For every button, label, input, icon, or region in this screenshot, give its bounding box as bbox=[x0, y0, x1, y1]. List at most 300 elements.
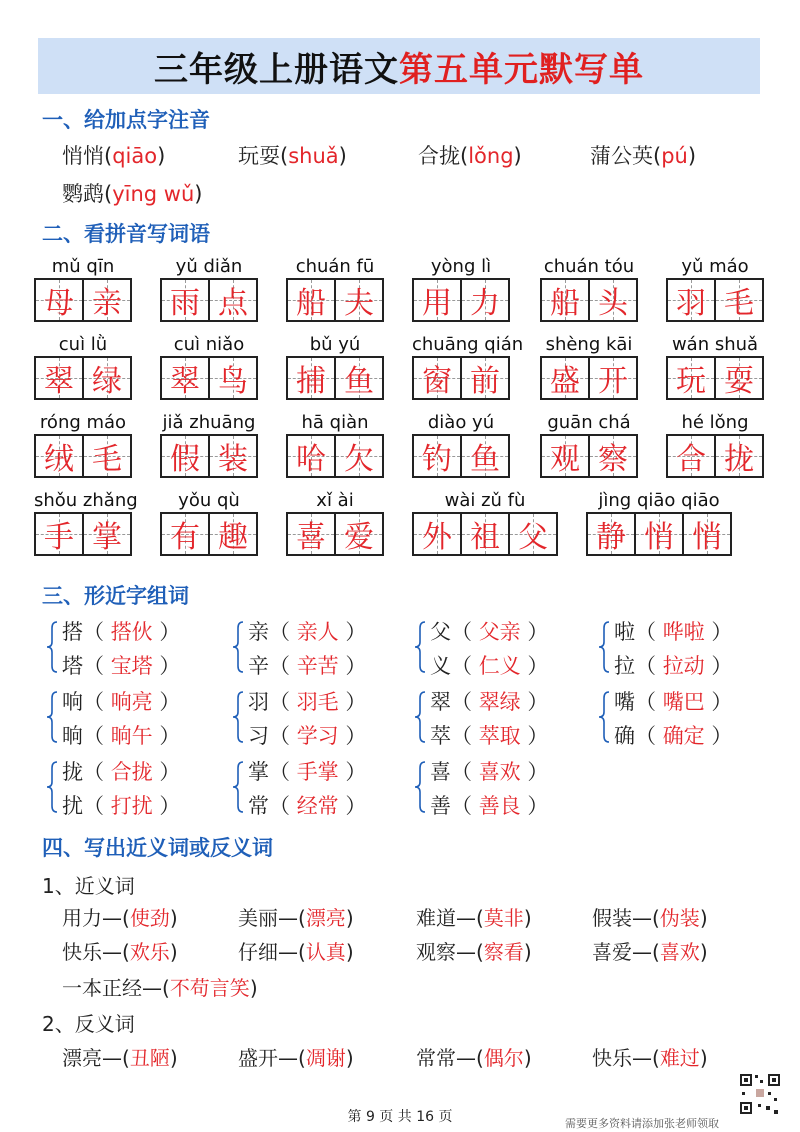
paren-close: ) bbox=[338, 144, 347, 168]
pair-line bbox=[248, 650, 366, 680]
char-cell bbox=[588, 278, 638, 322]
char-answer: 耍 bbox=[724, 364, 754, 399]
word-pinyin: xǐ ài bbox=[316, 490, 354, 511]
paren-open: ( bbox=[653, 144, 662, 168]
char-answer: 合 bbox=[676, 442, 706, 477]
char-cell bbox=[82, 512, 132, 556]
pair-line bbox=[62, 756, 180, 786]
compound-word: 辛苦 bbox=[296, 654, 339, 678]
word: 喜爱 bbox=[592, 940, 632, 964]
char-answer: 拢 bbox=[724, 442, 754, 477]
pinyin-item bbox=[590, 140, 696, 170]
char-cell bbox=[540, 434, 590, 478]
char-answer: 母 bbox=[44, 286, 74, 321]
char-cell bbox=[588, 356, 638, 400]
char-answer: 翠 bbox=[44, 364, 74, 399]
paren-open: （ bbox=[269, 724, 297, 748]
word-pair bbox=[592, 936, 708, 965]
base-char: 习 bbox=[248, 724, 269, 748]
base-char: 萃 bbox=[430, 724, 451, 748]
char-cell bbox=[34, 512, 84, 556]
char-cell bbox=[460, 356, 510, 400]
word-pinyin: jiǎ zhuāng bbox=[162, 412, 256, 433]
char-answer: 钓 bbox=[422, 442, 452, 477]
word-pinyin: chuán fū bbox=[295, 256, 375, 277]
char-answer: 察 bbox=[598, 442, 628, 477]
compound-word: 萃取 bbox=[478, 724, 521, 748]
compound-word: 搭伙 bbox=[110, 620, 153, 644]
char-cell bbox=[34, 356, 84, 400]
char-cell bbox=[334, 512, 384, 556]
char-cell bbox=[412, 512, 462, 556]
paren-close: ) bbox=[345, 906, 354, 930]
paren-open: （ bbox=[269, 690, 297, 714]
brace-icon bbox=[414, 620, 426, 674]
brace-icon bbox=[414, 760, 426, 814]
paren-open: （ bbox=[83, 654, 111, 678]
word-pinyin: diào yú bbox=[427, 412, 495, 433]
char-answer: 绒 bbox=[44, 442, 74, 477]
paren-open: （ bbox=[635, 620, 663, 644]
compound-word: 学习 bbox=[296, 724, 339, 748]
word-grid bbox=[286, 256, 384, 326]
compound-word: 确定 bbox=[662, 724, 705, 748]
char-cell bbox=[286, 512, 336, 556]
char-answer: 爱 bbox=[344, 520, 374, 555]
brace-icon bbox=[414, 690, 426, 744]
antonym-label: 2、反义词 bbox=[42, 1012, 135, 1036]
paren-close: ） bbox=[152, 724, 181, 748]
word: 常常 bbox=[416, 1046, 456, 1070]
paren-close: ) bbox=[345, 1046, 354, 1070]
word: 快乐 bbox=[592, 1046, 632, 1070]
word-pinyin: chuán tóu bbox=[543, 256, 635, 277]
paren-close: ） bbox=[520, 724, 549, 748]
char-answer: 外 bbox=[422, 520, 452, 555]
paren-close: ) bbox=[169, 940, 178, 964]
dash-paren: —( bbox=[102, 906, 130, 930]
paren-open: （ bbox=[635, 724, 663, 748]
word-pinyin: guān chá bbox=[547, 412, 631, 433]
word-grid bbox=[160, 256, 258, 326]
char-boxes bbox=[412, 512, 556, 556]
title-red: 第五单元默写单 bbox=[399, 49, 644, 90]
char-answer: 悄 bbox=[644, 520, 674, 555]
pair-line bbox=[62, 616, 180, 646]
answer-word: 凋谢 bbox=[305, 1046, 346, 1070]
answer-word: 丑陋 bbox=[129, 1046, 170, 1070]
base-char: 喜 bbox=[430, 760, 451, 784]
paren-open: ( bbox=[104, 144, 113, 168]
page-footer: 第 9 页 共 16 页 bbox=[347, 1109, 453, 1125]
char-boxes bbox=[286, 356, 382, 400]
char-boxes bbox=[34, 434, 130, 478]
compound-word: 仁义 bbox=[478, 654, 521, 678]
word-pinyin: wài zǔ fù bbox=[444, 490, 526, 511]
brace-icon bbox=[46, 760, 58, 814]
word-pinyin: yòng lì bbox=[430, 256, 492, 277]
word: 盛开 bbox=[238, 1046, 278, 1070]
word-grid bbox=[666, 256, 764, 326]
paren-close: ） bbox=[152, 620, 181, 644]
word-pair bbox=[238, 1042, 354, 1071]
char-boxes bbox=[160, 356, 256, 400]
pinyin-item bbox=[238, 140, 347, 170]
answer-word: 漂亮 bbox=[305, 906, 346, 930]
word-pinyin: mǔ qīn bbox=[51, 256, 115, 277]
compound-word: 晌午 bbox=[110, 724, 153, 748]
word-grid bbox=[666, 334, 764, 404]
char-answer: 毛 bbox=[724, 286, 754, 321]
base-char: 辛 bbox=[248, 654, 269, 678]
footer-note: 需要更多资料请添加张老师领取 bbox=[565, 1117, 719, 1130]
word-grid bbox=[540, 412, 638, 482]
paren-open: ( bbox=[280, 144, 289, 168]
paren-close: ） bbox=[704, 724, 733, 748]
char-cell bbox=[586, 512, 636, 556]
word-grid bbox=[412, 490, 558, 560]
paren-open: （ bbox=[451, 760, 479, 784]
paren-open: （ bbox=[83, 794, 111, 818]
word-pinyin: róng máo bbox=[39, 412, 127, 433]
brace-icon bbox=[232, 760, 244, 814]
char-answer: 手 bbox=[44, 520, 74, 555]
page-title bbox=[38, 38, 760, 94]
char-answer: 玩 bbox=[676, 364, 706, 399]
paren-close: ） bbox=[338, 760, 367, 784]
paren-close: ) bbox=[345, 940, 354, 964]
char-cell bbox=[82, 434, 132, 478]
paren-close: ) bbox=[523, 906, 532, 930]
base-char: 善 bbox=[430, 794, 451, 818]
pair-line bbox=[614, 616, 732, 646]
brace-icon bbox=[46, 620, 58, 674]
paren-close: ) bbox=[523, 940, 532, 964]
char-cell bbox=[334, 434, 384, 478]
compound-word: 拉动 bbox=[662, 654, 705, 678]
base-char: 拢 bbox=[62, 760, 83, 784]
compound-word: 喜欢 bbox=[478, 760, 521, 784]
char-cell bbox=[714, 434, 764, 478]
char-boxes bbox=[160, 278, 256, 322]
char-cell bbox=[634, 512, 684, 556]
qr-code-icon bbox=[738, 1072, 782, 1116]
word-grid bbox=[540, 334, 638, 404]
char-cell bbox=[714, 278, 764, 322]
char-answer: 力 bbox=[470, 286, 500, 321]
char-cell bbox=[682, 512, 732, 556]
pair-line bbox=[248, 616, 366, 646]
char-cell bbox=[286, 278, 336, 322]
char-answer: 开 bbox=[598, 364, 628, 399]
pair-line bbox=[614, 650, 732, 680]
pinyin-item bbox=[62, 140, 165, 170]
paren-open: （ bbox=[83, 690, 111, 714]
word-pinyin: cuì lǜ bbox=[58, 334, 108, 355]
paren-open: （ bbox=[83, 760, 111, 784]
paren-open: （ bbox=[83, 620, 111, 644]
char-answer: 父 bbox=[518, 520, 548, 555]
base-char: 父 bbox=[430, 620, 451, 644]
char-boxes bbox=[540, 434, 636, 478]
char-answer: 亲 bbox=[92, 286, 122, 321]
word-grid bbox=[34, 334, 132, 404]
paren-close: ） bbox=[338, 690, 367, 714]
compound-word: 羽毛 bbox=[296, 690, 339, 714]
char-answer: 羽 bbox=[676, 286, 706, 321]
char-boxes bbox=[540, 278, 636, 322]
word-pinyin: cuì niǎo bbox=[173, 334, 245, 355]
paren-close: ） bbox=[338, 654, 367, 678]
pair-line bbox=[614, 686, 732, 716]
dash-paren: —( bbox=[142, 976, 170, 1000]
brace-icon bbox=[598, 620, 610, 674]
word-pair bbox=[416, 936, 532, 965]
char-boxes bbox=[412, 356, 508, 400]
char-answer: 夫 bbox=[344, 286, 374, 321]
pinyin-answer: yīng wǔ bbox=[112, 182, 195, 206]
word-pinyin: yǔ diǎn bbox=[175, 256, 243, 277]
char-answer: 绿 bbox=[92, 364, 122, 399]
word-grid bbox=[286, 334, 384, 404]
char-boxes bbox=[286, 434, 382, 478]
brace-icon bbox=[232, 620, 244, 674]
word-grid bbox=[586, 490, 732, 560]
char-answer: 毛 bbox=[92, 442, 122, 477]
word-grid bbox=[286, 412, 384, 482]
pair-line bbox=[430, 650, 548, 680]
char-cell bbox=[160, 434, 210, 478]
char-boxes bbox=[286, 512, 382, 556]
brace-icon bbox=[232, 690, 244, 744]
compound-word: 合拢 bbox=[110, 760, 153, 784]
word-grid bbox=[34, 490, 138, 560]
char-answer: 掌 bbox=[92, 520, 122, 555]
pair-line bbox=[62, 790, 180, 820]
answer-word: 莫非 bbox=[483, 906, 524, 930]
paren-close: ) bbox=[169, 906, 178, 930]
char-cell bbox=[666, 434, 716, 478]
pair-line bbox=[430, 720, 548, 750]
word-pinyin: shǒu zhǎng bbox=[34, 490, 138, 511]
compound-word: 哗啦 bbox=[662, 620, 705, 644]
compound-word: 手掌 bbox=[296, 760, 339, 784]
pinyin-word: 合拢 bbox=[418, 144, 460, 168]
answer-word: 认真 bbox=[305, 940, 346, 964]
base-char: 羽 bbox=[248, 690, 269, 714]
brace-icon bbox=[46, 690, 58, 744]
word-grid bbox=[540, 256, 638, 326]
char-answer: 捕 bbox=[296, 364, 326, 399]
char-cell bbox=[82, 356, 132, 400]
pair-line bbox=[614, 720, 732, 750]
word-pair bbox=[62, 1042, 178, 1071]
paren-close: ） bbox=[152, 690, 181, 714]
compound-word: 嘴巴 bbox=[662, 690, 705, 714]
dash-paren: —( bbox=[456, 940, 484, 964]
word-grid bbox=[412, 334, 524, 404]
char-cell bbox=[286, 434, 336, 478]
char-answer: 静 bbox=[596, 520, 626, 555]
paren-close: ） bbox=[704, 620, 733, 644]
char-cell bbox=[460, 278, 510, 322]
char-answer: 盛 bbox=[550, 364, 580, 399]
char-boxes bbox=[666, 278, 762, 322]
paren-open: （ bbox=[451, 654, 479, 678]
paren-open: （ bbox=[451, 794, 479, 818]
pair-line bbox=[248, 720, 366, 750]
pair-line bbox=[62, 650, 180, 680]
dash-paren: —( bbox=[278, 906, 306, 930]
base-char: 确 bbox=[614, 724, 635, 748]
base-char: 常 bbox=[248, 794, 269, 818]
paren-close: ） bbox=[520, 760, 549, 784]
word: 漂亮 bbox=[62, 1046, 102, 1070]
pair-line bbox=[62, 720, 180, 750]
paren-close: ） bbox=[520, 690, 549, 714]
char-answer: 翠 bbox=[170, 364, 200, 399]
char-cell bbox=[82, 278, 132, 322]
paren-close: ) bbox=[523, 1046, 532, 1070]
char-cell bbox=[412, 278, 462, 322]
char-cell bbox=[666, 278, 716, 322]
paren-close: ) bbox=[513, 144, 522, 168]
char-cell bbox=[508, 512, 558, 556]
paren-close: ) bbox=[699, 1046, 708, 1070]
compound-word: 父亲 bbox=[478, 620, 521, 644]
dash-paren: —( bbox=[456, 906, 484, 930]
char-cell bbox=[208, 512, 258, 556]
char-boxes bbox=[412, 278, 508, 322]
word: 一本正经 bbox=[62, 976, 142, 1000]
word: 快乐 bbox=[62, 940, 102, 964]
char-answer: 鱼 bbox=[344, 364, 374, 399]
compound-word: 翠绿 bbox=[478, 690, 521, 714]
paren-close: ） bbox=[338, 620, 367, 644]
base-char: 拉 bbox=[614, 654, 635, 678]
paren-open: （ bbox=[451, 724, 479, 748]
pinyin-answer: qiāo bbox=[112, 144, 158, 168]
char-cell bbox=[714, 356, 764, 400]
pair-line bbox=[430, 756, 548, 786]
base-char: 啦 bbox=[614, 620, 635, 644]
paren-close: ) bbox=[249, 976, 258, 1000]
word: 仔细 bbox=[238, 940, 278, 964]
word: 用力 bbox=[62, 906, 102, 930]
pair-line bbox=[430, 686, 548, 716]
word-pinyin: bǔ yú bbox=[309, 334, 361, 355]
char-answer: 鸟 bbox=[218, 364, 248, 399]
word-pair bbox=[416, 902, 532, 931]
section-2-heading: 二、看拼音写词语 bbox=[42, 222, 210, 246]
paren-open: （ bbox=[269, 794, 297, 818]
char-cell bbox=[208, 434, 258, 478]
paren-close: ) bbox=[194, 182, 203, 206]
paren-close: ） bbox=[152, 794, 181, 818]
base-char: 塔 bbox=[62, 654, 83, 678]
base-char: 响 bbox=[62, 690, 83, 714]
char-cell bbox=[334, 356, 384, 400]
dash-paren: —( bbox=[278, 940, 306, 964]
pair-line bbox=[430, 616, 548, 646]
compound-word: 打扰 bbox=[110, 794, 153, 818]
char-answer: 点 bbox=[218, 286, 248, 321]
pinyin-answer: lǒng bbox=[468, 144, 514, 168]
word-grid bbox=[666, 412, 764, 482]
char-boxes bbox=[666, 356, 762, 400]
char-cell bbox=[34, 278, 84, 322]
base-char: 搭 bbox=[62, 620, 83, 644]
paren-close: ） bbox=[520, 794, 549, 818]
char-answer: 船 bbox=[550, 286, 580, 321]
pinyin-word: 蒲公英 bbox=[590, 144, 653, 168]
char-answer: 有 bbox=[170, 520, 200, 555]
char-answer: 哈 bbox=[296, 442, 326, 477]
paren-close: ） bbox=[704, 654, 733, 678]
char-cell bbox=[208, 356, 258, 400]
paren-close: ) bbox=[699, 940, 708, 964]
pinyin-item bbox=[62, 178, 202, 208]
title-black: 三年级上册语文 bbox=[154, 49, 399, 90]
char-answer: 祖 bbox=[470, 520, 500, 555]
char-boxes bbox=[34, 356, 130, 400]
synonym-label: 1、近义词 bbox=[42, 874, 135, 898]
base-char: 掌 bbox=[248, 760, 269, 784]
char-cell bbox=[160, 278, 210, 322]
char-answer: 欠 bbox=[344, 442, 374, 477]
paren-close: ） bbox=[152, 760, 181, 784]
word: 假装 bbox=[592, 906, 632, 930]
char-cell bbox=[460, 512, 510, 556]
paren-open: （ bbox=[269, 654, 297, 678]
pinyin-word: 鹦鹉 bbox=[62, 182, 104, 206]
char-answer: 用 bbox=[422, 286, 452, 321]
word-pinyin: jìng qiāo qiāo bbox=[598, 490, 720, 511]
answer-word: 使劲 bbox=[129, 906, 170, 930]
char-answer: 观 bbox=[550, 442, 580, 477]
answer-word: 不苟言笑 bbox=[169, 976, 250, 1000]
brace-icon bbox=[598, 690, 610, 744]
base-char: 亲 bbox=[248, 620, 269, 644]
paren-open: （ bbox=[635, 654, 663, 678]
paren-close: ） bbox=[338, 794, 367, 818]
compound-word: 经常 bbox=[296, 794, 339, 818]
char-answer: 装 bbox=[218, 442, 248, 477]
pair-line bbox=[248, 790, 366, 820]
pair-line bbox=[248, 756, 366, 786]
word: 难道 bbox=[416, 906, 456, 930]
pinyin-word: 玩耍 bbox=[238, 144, 280, 168]
dash-paren: —( bbox=[456, 1046, 484, 1070]
answer-word: 伪装 bbox=[659, 906, 700, 930]
pair-line bbox=[248, 686, 366, 716]
word-grid bbox=[34, 256, 132, 326]
char-answer: 前 bbox=[470, 364, 500, 399]
compound-word: 宝塔 bbox=[110, 654, 153, 678]
section-1-heading: 一、给加点字注音 bbox=[42, 108, 210, 132]
section-3-heading: 三、形近字组词 bbox=[42, 584, 189, 608]
dash-paren: —( bbox=[632, 940, 660, 964]
word-grid bbox=[286, 490, 384, 560]
word-grid bbox=[412, 256, 510, 326]
dash-paren: —( bbox=[278, 1046, 306, 1070]
char-answer: 窗 bbox=[422, 364, 452, 399]
char-cell bbox=[160, 512, 210, 556]
pinyin-word: 悄悄 bbox=[62, 144, 104, 168]
char-boxes bbox=[586, 512, 730, 556]
word-pinyin: hé lǒng bbox=[681, 412, 749, 433]
char-cell bbox=[666, 356, 716, 400]
